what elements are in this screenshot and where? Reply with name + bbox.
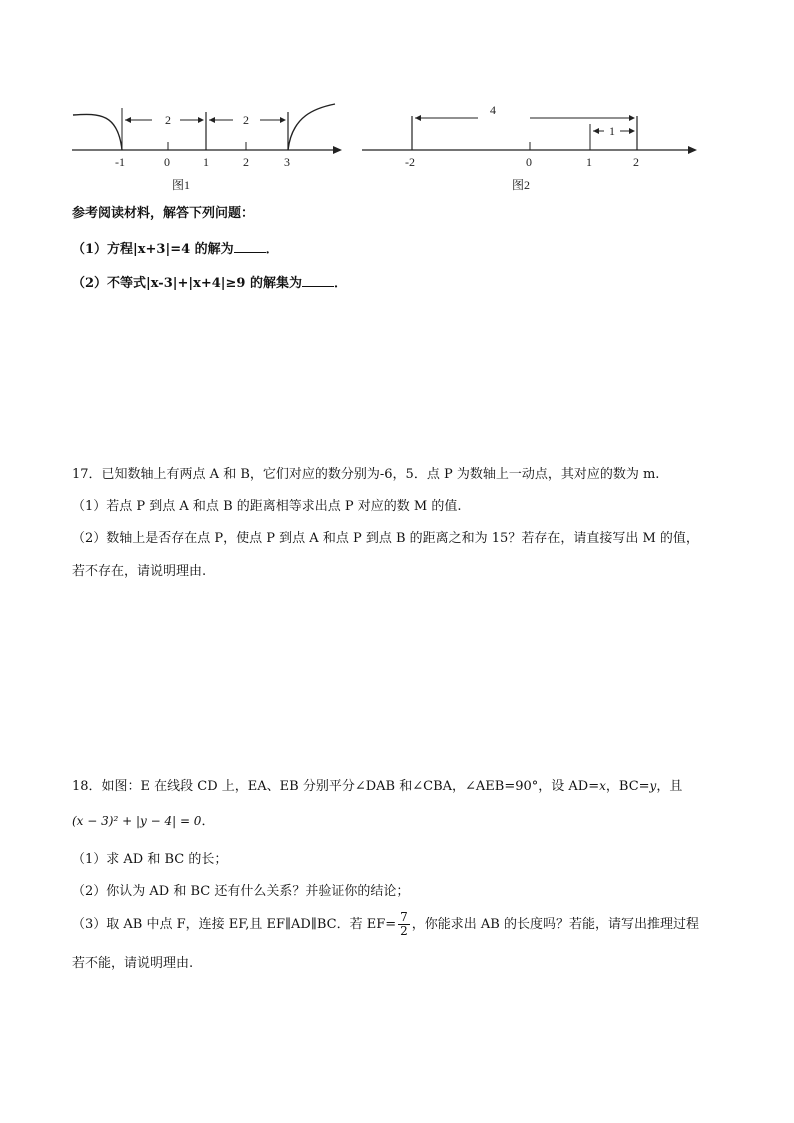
answer-blank[interactable]	[302, 274, 334, 287]
ef-fraction	[398, 911, 410, 938]
q17-stem: 17．已知数轴上有两点 A 和 B，它们对应的数分别为-6，5．点 P 为数轴上一动点，其对应的数为 m.	[72, 467, 660, 482]
q18-var-y: y	[649, 779, 657, 793]
fraction-numerator: 7	[400, 910, 408, 924]
q18-condition-end: ．	[201, 814, 215, 829]
fig2-caption: 图2	[512, 178, 531, 192]
q18-part-3-text-b: ，你能求出 AB 的长度吗？若能，请写出推理过程	[411, 917, 699, 932]
q18-part-3-cont: 若不能，请说明理由.	[72, 956, 194, 971]
q18-part-2: （2）你认为 AD 和 BC 还有什么关系？并验证你的结论；	[72, 884, 410, 899]
q18-part-3-text: （3）取 AB 中点 F，连接 EF,且 EF∥AD∥BC．若 EF=	[72, 917, 397, 932]
q18-stem-text-b: ，BC=	[605, 779, 650, 794]
fig1-tick-label: 0	[164, 155, 170, 169]
q18-condition-formula: (x − 3)² + |y − 4| = 0	[72, 814, 202, 828]
q17-part-1: （1）若点 P 到点 A 和点 B 的距离相等求出点 P 对应的数 M 的值.	[72, 499, 462, 514]
q18-condition	[72, 812, 214, 831]
reading-q2-end: ．	[333, 276, 347, 291]
q18-stem-text-c: ，且	[656, 779, 683, 794]
q18-part-1: （1）求 AD 和 BC 的长；	[72, 852, 228, 867]
fig1-seg-label: 2	[243, 113, 249, 127]
reading-question-1	[72, 240, 279, 259]
figure-1	[70, 98, 345, 198]
answer-blank[interactable]	[234, 240, 266, 253]
reading-question-2	[72, 274, 347, 293]
q18-stem	[72, 777, 682, 796]
reading-q1-end: ．	[265, 242, 279, 257]
fig2-tick-label: -2	[405, 155, 415, 169]
q17-part-2-cont: 若不存在，请说明理由.	[72, 564, 207, 579]
fig1-seg-label: 2	[165, 113, 171, 127]
reading-intro: 参考阅读材料，解答下列问题：	[72, 206, 255, 221]
q18-var-x: x	[599, 779, 606, 793]
reading-q1-text: （1）方程|x+3|=4 的解为	[72, 242, 234, 257]
fig1-tick-label: 2	[243, 155, 249, 169]
fig2-tick-label: 1	[586, 155, 592, 169]
fig2-seg-label: 1	[609, 124, 615, 138]
fig2-tick-label: 2	[633, 155, 639, 169]
figure-2-diagram	[360, 98, 705, 198]
fig1-tick-label: -1	[115, 155, 125, 169]
fig1-caption: 图1	[172, 178, 191, 192]
reading-q2-text: （2）不等式|x-3|+|x+4|≥9 的解集为	[72, 276, 302, 291]
q18-stem-text: 18．如图：E 在线段 CD 上，EA、EB 分别平分∠DAB 和∠CBA，∠AEB=90°，设 AD=	[72, 779, 600, 794]
fraction-denominator: 2	[400, 924, 408, 938]
q17-part-2: （2）数轴上是否存在点 P，使点 P 到点 A 和点 P 到点 B 的距离之和为 15？若存在，请直接写出 M 的值，	[72, 531, 699, 546]
fig2-seg-label: 4	[490, 103, 496, 117]
fig1-tick-label: 1	[203, 155, 209, 169]
figure-2	[360, 98, 705, 198]
fig2-tick-label: 0	[526, 155, 532, 169]
q18-part-3	[72, 910, 699, 940]
figure-1-diagram	[70, 98, 345, 198]
fig1-tick-label: 3	[284, 155, 290, 169]
